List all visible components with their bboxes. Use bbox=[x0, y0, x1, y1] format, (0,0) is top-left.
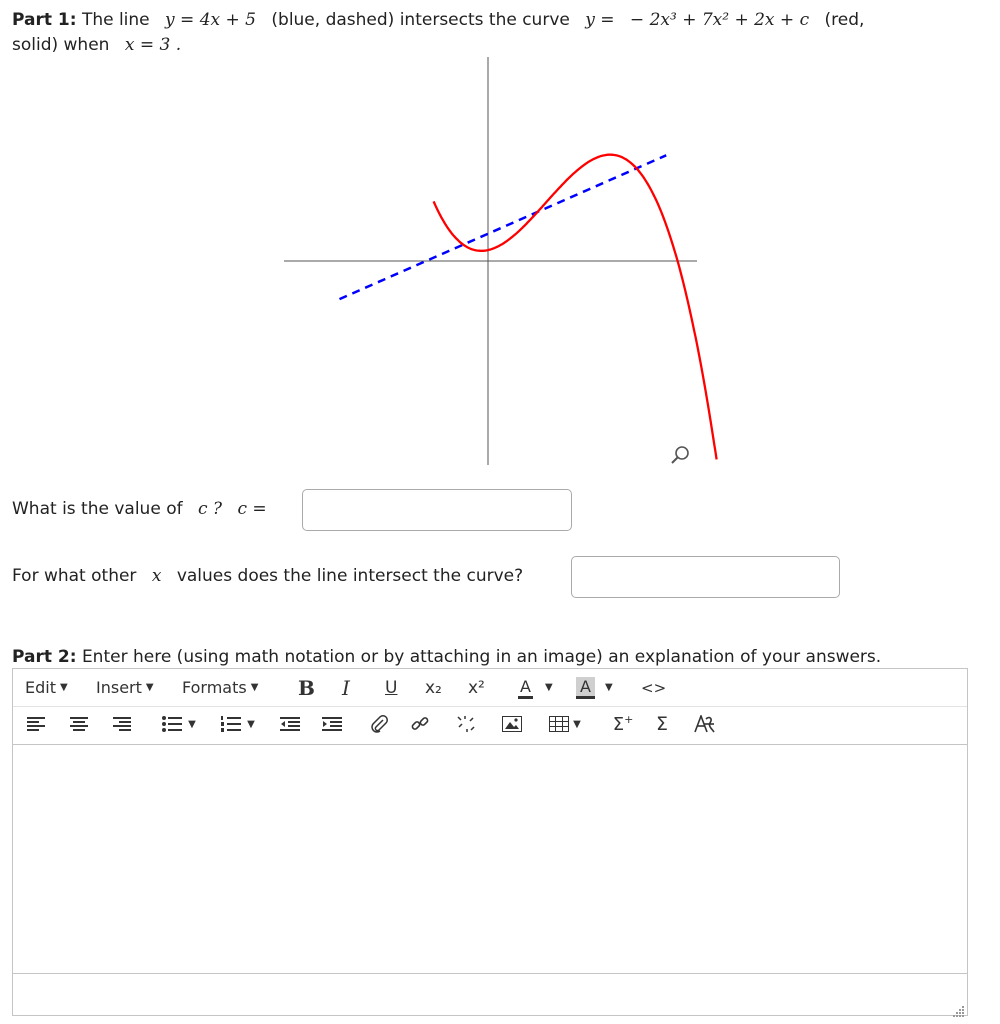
equation-icon[interactable] bbox=[649, 706, 675, 742]
editor-toolbar bbox=[13, 706, 967, 745]
outdent-icon[interactable] bbox=[277, 706, 303, 742]
other-x-values-input[interactable] bbox=[571, 556, 840, 598]
chevron-down-icon: ▼ bbox=[247, 718, 255, 730]
blue-dashed-line bbox=[340, 155, 667, 299]
unlink-icon[interactable] bbox=[453, 706, 479, 742]
chevron-down-icon: ▼ bbox=[59, 682, 68, 693]
sigma-glyph: Σ bbox=[655, 713, 668, 735]
image-icon[interactable] bbox=[499, 706, 525, 742]
numbered-list-icon[interactable] bbox=[217, 706, 259, 742]
question-c-var: c ? bbox=[198, 499, 223, 519]
align-left-icon[interactable] bbox=[23, 706, 49, 742]
question-c-text: What is the value of bbox=[12, 499, 183, 519]
part2-prompt bbox=[12, 645, 881, 669]
question-x-var: x bbox=[151, 566, 162, 586]
editor-content-area[interactable] bbox=[13, 745, 967, 973]
question-c bbox=[12, 498, 267, 520]
question-other-x bbox=[12, 565, 523, 587]
rich-text-editor bbox=[12, 668, 968, 1016]
superscript-label: x² bbox=[468, 677, 485, 698]
part1-text-4: solid) when bbox=[12, 35, 110, 55]
graph bbox=[0, 0, 1000, 470]
menu-edit[interactable] bbox=[25, 669, 68, 706]
editor-statusbar bbox=[13, 973, 967, 1016]
line-equation: y = 4x + 5 bbox=[165, 10, 256, 30]
resize-handle-icon[interactable] bbox=[953, 1002, 965, 1014]
superscript-button[interactable] bbox=[468, 669, 485, 706]
curve-equation-lhs: y = bbox=[585, 10, 615, 30]
chevron-down-icon: ▼ bbox=[604, 682, 613, 693]
curve-equation-rhs: − 2x³ + 7x² + 2x + c bbox=[629, 10, 810, 30]
underline-button[interactable] bbox=[385, 669, 397, 706]
chevron-down-icon: ▼ bbox=[250, 682, 259, 693]
part1-label: Part 1: bbox=[12, 10, 77, 30]
bold-label: B bbox=[298, 675, 315, 700]
italic-label: I bbox=[342, 675, 350, 700]
code-button[interactable] bbox=[641, 669, 666, 706]
equation-add-icon[interactable] bbox=[608, 706, 638, 742]
link-icon[interactable] bbox=[407, 706, 433, 742]
chevron-down-icon: ▼ bbox=[145, 682, 154, 693]
c-answer-label: c = bbox=[237, 499, 267, 519]
part1-text-3: (red, bbox=[824, 10, 865, 30]
bold-button[interactable] bbox=[298, 669, 315, 706]
part2-label: Part 2: bbox=[12, 647, 77, 667]
magnifier-icon[interactable] bbox=[670, 444, 692, 466]
part2-text: Enter here (using math notation or by attaching in an image) an explanation of your answers. bbox=[81, 647, 882, 667]
chevron-down-icon: ▼ bbox=[544, 682, 553, 693]
table-icon[interactable] bbox=[543, 706, 587, 742]
sigma-plus-glyph: Σ+ bbox=[612, 713, 634, 735]
part1-text-2: (blue, dashed) intersects the curve bbox=[271, 10, 570, 30]
question-x-text-before: For what other bbox=[12, 566, 137, 586]
subscript-label: x₂ bbox=[425, 677, 442, 698]
bg-color-label: A bbox=[576, 677, 595, 699]
chevron-down-icon: ▼ bbox=[573, 718, 581, 730]
align-center-icon[interactable] bbox=[66, 706, 92, 742]
font-color-label: A bbox=[518, 677, 533, 699]
code-label: <> bbox=[641, 678, 667, 697]
c-value-input[interactable] bbox=[302, 489, 572, 531]
menu-edit-label: Edit bbox=[25, 678, 56, 697]
align-right-icon[interactable] bbox=[109, 706, 135, 742]
x-value: x = 3 . bbox=[124, 35, 182, 55]
menu-formats[interactable] bbox=[182, 669, 258, 706]
indent-icon[interactable] bbox=[319, 706, 345, 742]
menu-formats-label: Formats bbox=[182, 678, 247, 697]
editor-menubar bbox=[13, 669, 967, 707]
font-color-button[interactable] bbox=[518, 669, 553, 706]
question-x-text-after: values does the line intersect the curve? bbox=[176, 566, 524, 586]
menu-insert-label: Insert bbox=[96, 678, 142, 697]
bg-color-button[interactable] bbox=[576, 669, 613, 706]
red-cubic-curve bbox=[434, 155, 717, 460]
attachment-icon[interactable] bbox=[366, 706, 392, 742]
underline-label: U bbox=[385, 677, 398, 698]
chemistry-icon[interactable] bbox=[689, 706, 719, 742]
italic-button[interactable] bbox=[342, 669, 350, 706]
subscript-button[interactable] bbox=[425, 669, 442, 706]
part1-text: The line bbox=[81, 10, 150, 30]
bullet-list-icon[interactable] bbox=[158, 706, 200, 742]
menu-insert[interactable] bbox=[96, 669, 154, 706]
chevron-down-icon: ▼ bbox=[188, 718, 196, 730]
